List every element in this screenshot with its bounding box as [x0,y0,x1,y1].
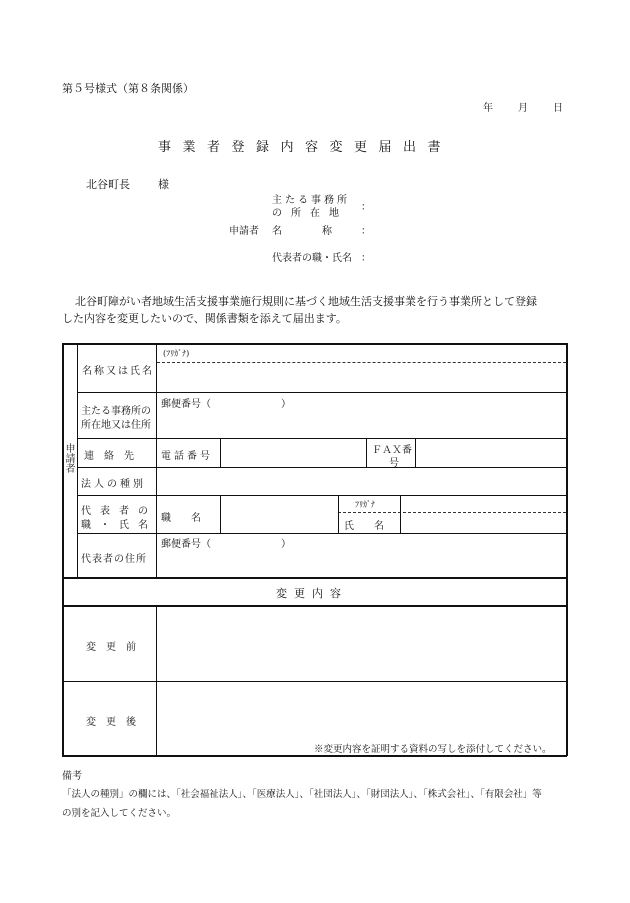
fax-left-divider [366,438,367,467]
table-border-right [566,343,568,578]
position-label-divider [220,495,221,533]
date-day: 日 [553,103,563,114]
furigana-label: (ﾌﾘｶﾞﾅ) [163,349,190,358]
applicant-label: 申請者 [229,226,259,237]
row-divider-4 [78,495,567,496]
main-office-label-1: 主たる事務所 [272,195,350,206]
phone-label-divider [220,438,221,467]
rep-postal-code-label: 郵便番号（ ） [161,539,291,550]
row-label-rep-2: 職・氏名 [81,520,157,531]
row-label-name: 名称又は氏名 [82,366,154,377]
label-column-divider [156,343,157,578]
statement-line-1: 北谷町障がい者地域生活支援事業施行規則に基づく地域生活支援事業を行う事業所として登録 [75,295,537,308]
rep-person-name-label: 氏 名 [344,521,384,532]
row-divider-3 [78,467,567,468]
phone-number-label: 電話番号 [161,451,213,462]
page-title: 事業者登録内容変更届出書 [158,140,453,155]
row-label-rep-1: 代表者の [81,506,157,517]
side-label-applicant: 申請者 [63,443,74,473]
changes-border-right [566,577,568,756]
date-year: 年 [483,103,493,114]
name-label: 名 称 [272,226,332,237]
position-label: 職 名 [161,513,201,524]
postal-code-label: 郵便番号（ ） [161,399,291,410]
row-divider-5 [78,533,567,534]
name-colon: ： [361,226,371,237]
remarks-line-2: の別を記入してください。 [62,808,177,819]
attachment-note: ※変更内容を証明する資料の写しを添付してください。 [314,744,552,755]
rep-label: 代表者の職・氏名 [272,253,352,264]
rep-name-label-divider [400,495,401,533]
furigana-divider [157,362,566,363]
addressee-honorific: 様 [158,178,169,191]
remarks-line-1: 「法人の種別」の欄には、「社会福祉法人」、「医療法人」、「社団法人」、「財団法人」、「株式会社」、「有限会社」等 [62,789,542,800]
main-office-colon: ： [361,202,371,213]
row-divider-1 [78,392,567,393]
row-divider-2 [78,438,567,439]
form-number: 第５号様式（第８条関係） [62,82,194,95]
change-before-label: 変 更 前 [86,642,136,653]
date-month: 月 [518,103,528,114]
changes-header: 変更内容 [276,587,348,600]
addressee-name: 北谷町長 [86,178,130,191]
main-office-label-2: の所在地 [272,208,348,219]
fax-label-line-1: ＦＡＸ番 [372,445,412,456]
rep-name-left-divider [338,495,339,533]
changes-row-divider [62,681,567,682]
rep-furigana-label: ﾌﾘｶﾞﾅ [355,500,375,509]
table-border-bottom [62,577,567,579]
rep-furigana-divider [338,512,566,513]
row-label-corp-type: 法人の種別 [81,479,146,490]
fax-label-line-2: 号 [389,458,399,469]
statement-line-2: した内容を変更したいので、関係書類を添えて届出ます。 [62,312,347,325]
changes-header-divider [62,605,567,607]
row-label-contact: 連 絡 先 [84,451,134,462]
side-column-divider [77,343,78,578]
remarks-title: 備考 [62,771,82,782]
row-label-office-2: 所在地又は住所 [81,420,151,431]
change-after-label: 変 更 後 [86,717,136,728]
row-label-office-1: 主たる事務所の [81,406,151,417]
fax-label-divider [415,438,416,467]
changes-border-bottom [62,755,567,757]
rep-colon: ： [361,253,371,264]
table-border-top [62,343,567,345]
changes-border-left [62,577,64,756]
row-label-rep-address: 代表者の住所 [81,554,147,565]
